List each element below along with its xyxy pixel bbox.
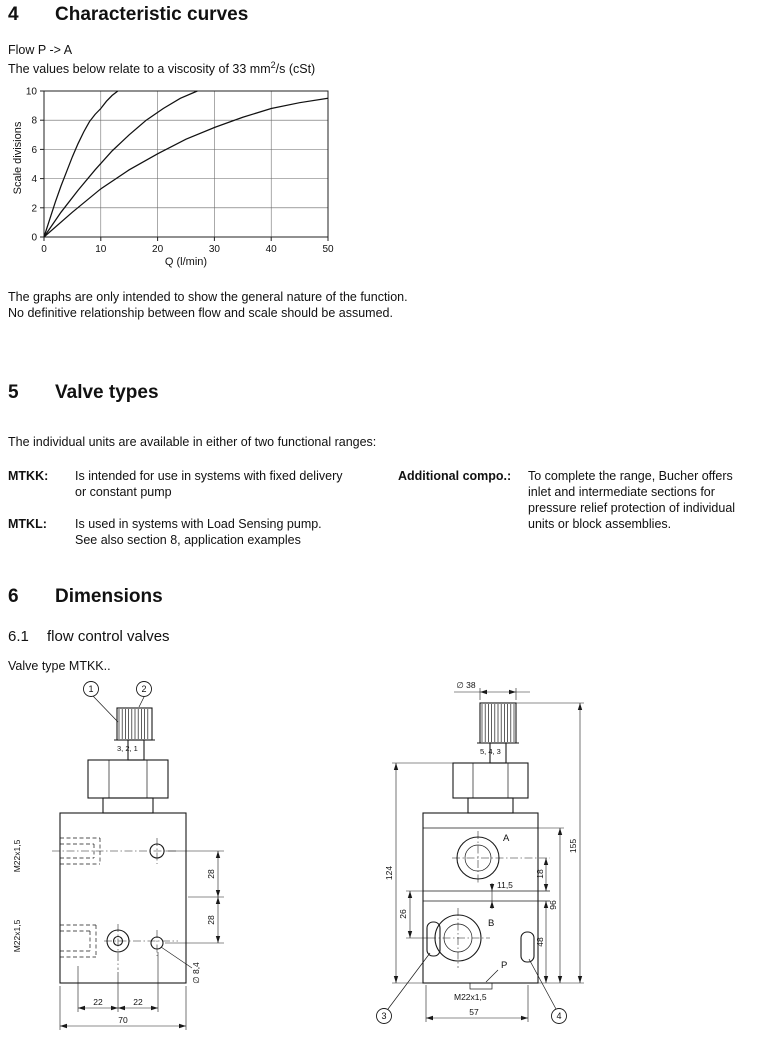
desc-mtkl-line-2: See also section 8, application examples: [75, 533, 301, 547]
valve-type-label: Valve type MTKK..: [8, 659, 111, 673]
chart-frame: [44, 91, 328, 237]
dimension-arrow: [480, 690, 487, 694]
dim-11-5: [492, 880, 513, 909]
term-mtkl: MTKL:: [8, 517, 47, 531]
svg-text:18: 18: [535, 869, 545, 879]
svg-text:2: 2: [141, 684, 147, 694]
dim-96: [538, 828, 564, 983]
dimension-arrow: [558, 828, 562, 835]
knob-scale-label: 3, 2, 1: [117, 744, 138, 753]
desc-additional-line-1: To complete the range, Bucher offers: [528, 469, 733, 483]
viscosity-note-pre: The values below relate to a viscosity of 33 mm: [8, 62, 271, 76]
balloon-1: [84, 682, 119, 723]
dimension-arrow: [544, 976, 548, 983]
mount-slot-right: [521, 932, 534, 962]
svg-text:4: 4: [556, 1011, 562, 1021]
desc-additional-line-3: pressure relief protection of individual: [528, 501, 736, 515]
dimension-arrow: [216, 851, 220, 858]
x-tick-label: 30: [208, 244, 220, 255]
port-a-label: A: [503, 833, 510, 844]
term-additional-components: Additional compo.:: [398, 469, 512, 483]
balloon-3: [377, 953, 431, 1024]
desc-mtkl-line-1: Is used in systems with Load Sensing pump.: [75, 517, 322, 531]
thread-label-bottom-side: M22x1,5: [454, 992, 487, 1002]
port-p-leader: [486, 970, 498, 982]
svg-text:124: 124: [384, 865, 394, 881]
valve-types-intro: The individual units are available in either of two functional ranges:: [8, 435, 377, 449]
x-tick-label: 10: [95, 244, 107, 255]
hidden-thread-bore-bottom: [60, 925, 96, 957]
dim-57: [426, 985, 528, 1022]
x-tick-label: 0: [41, 244, 47, 255]
dim-18: [535, 858, 546, 891]
desc-additional-line-2: inlet and intermediate sections for: [528, 485, 715, 499]
chart-curve-mid: [44, 91, 197, 237]
section-5-number: 5: [8, 382, 19, 403]
valve-body-front: [60, 813, 186, 983]
dimension-arrow: [394, 763, 398, 770]
section-6-title: Dimensions: [55, 586, 163, 607]
y-tick-label: 8: [31, 115, 37, 127]
svg-text:22: 22: [133, 997, 143, 1007]
section-5-title: Valve types: [55, 382, 159, 403]
svg-text:57: 57: [469, 1007, 479, 1017]
section-6-number: 6: [8, 586, 19, 607]
knob-scale-label-side: 5, 4, 3: [480, 747, 501, 756]
svg-text:70: 70: [118, 1015, 128, 1025]
dimension-arrow: [111, 1006, 118, 1010]
dimension-arrow: [151, 1006, 158, 1010]
term-mtkk: MTKK:: [8, 469, 49, 483]
svg-text:96: 96: [548, 900, 558, 910]
dimension-arrow: [408, 891, 412, 898]
hex-nut: [88, 760, 168, 798]
dimension-arrow: [521, 1016, 528, 1020]
dimension-arrow: [490, 884, 494, 891]
desc-mtkk-line-1: Is intended for use in systems with fixed delivery: [75, 469, 343, 483]
svg-text:∅ 8,4: ∅ 8,4: [191, 962, 201, 984]
desc-additional-components: [528, 468, 753, 532]
section-6-1-title: flow control valves: [47, 628, 170, 645]
port-b: [428, 908, 494, 968]
chart-y-axis-label: Scale divisions: [12, 121, 24, 195]
svg-text:28: 28: [206, 869, 216, 879]
y-tick-label: 2: [31, 203, 37, 215]
dimension-arrow: [78, 1006, 85, 1010]
port-p-boss: [470, 983, 492, 989]
port-b-label: B: [488, 918, 495, 929]
svg-text:155: 155: [568, 838, 578, 854]
dimension-arrow: [408, 931, 412, 938]
thread-label-top: M22x1,5: [12, 839, 22, 873]
section-5-heading: [8, 382, 159, 404]
dimension-arrow: [544, 884, 548, 891]
svg-text:∅ 38: ∅ 38: [456, 680, 476, 690]
dim-155: [516, 703, 584, 983]
chart-plot-area: [6, 84, 346, 264]
chart-note-line-2: No definitive relationship between flow and scale should be assumed.: [8, 306, 393, 320]
desc-additional-line-4: units or block assemblies.: [528, 517, 672, 531]
svg-text:28: 28: [206, 915, 216, 925]
balloon-4: [529, 959, 567, 1024]
x-tick-label: 50: [322, 244, 334, 255]
dimension-arrow: [216, 936, 220, 943]
x-tick-label: 20: [152, 244, 164, 255]
x-tick-label: 40: [265, 244, 277, 255]
dimension-arrow: [578, 976, 582, 983]
y-tick-label: 0: [31, 232, 37, 244]
chart-x-axis-label: Q (l/min): [164, 256, 208, 268]
neck-side: [468, 798, 513, 813]
section-4-heading: [8, 4, 248, 26]
svg-text:22: 22: [93, 997, 103, 1007]
section-6-1-heading: [8, 628, 170, 645]
desc-mtkk: [75, 468, 395, 500]
dimension-arrow: [179, 1024, 186, 1028]
desc-mtkl: [75, 516, 395, 548]
dim-dia-38: [454, 680, 530, 700]
svg-text:1: 1: [88, 684, 94, 694]
dimension-arrow: [426, 1016, 433, 1020]
characteristic-curves-chart: [6, 84, 346, 284]
svg-text:3: 3: [381, 1011, 387, 1021]
chart-curve-flat: [44, 98, 328, 237]
y-tick-label: 10: [25, 86, 37, 98]
section-4-number: 4: [8, 4, 19, 25]
y-tick-label: 6: [31, 144, 37, 156]
dimension-arrow: [216, 897, 220, 904]
hidden-thread-bore-top: [60, 838, 100, 864]
chart-curve-steep: [44, 91, 118, 237]
dimension-arrow: [216, 890, 220, 897]
svg-text:11,5: 11,5: [497, 880, 513, 890]
dimension-arrow: [578, 703, 582, 710]
port-p-label: P: [501, 960, 508, 971]
hex-nut-side: [453, 763, 528, 798]
flow-direction-label: Flow P -> A: [8, 43, 73, 57]
viscosity-superscript: 2: [270, 59, 276, 70]
dimension-arrow: [394, 976, 398, 983]
section-4-title: Characteristic curves: [55, 4, 249, 25]
viscosity-note: [8, 61, 315, 77]
dim-28-28: [165, 851, 224, 943]
adjustment-knob: [114, 708, 155, 740]
section-6-heading: [8, 586, 163, 608]
dimension-arrow: [544, 858, 548, 865]
dimension-arrow: [118, 1006, 125, 1010]
dim-dia-8-4: [161, 947, 201, 984]
dim-48: [535, 901, 546, 983]
svg-text:48: 48: [535, 937, 545, 947]
dimension-arrow: [490, 901, 494, 908]
viscosity-note-post: /s (cSt): [275, 62, 316, 76]
dim-124: [384, 763, 453, 983]
dimension-arrow: [60, 1024, 67, 1028]
dimension-drawing-front-view: [8, 678, 243, 1046]
dimension-arrow: [509, 690, 516, 694]
y-tick-label: 4: [31, 174, 37, 186]
svg-text:26: 26: [398, 909, 408, 919]
desc-mtkk-line-2: or constant pump: [75, 485, 172, 499]
thread-label-bottom: M22x1,5: [12, 919, 22, 953]
balloon-2: [137, 682, 152, 708]
chart-note-line-1: The graphs are only intended to show the general nature of the function.: [8, 290, 408, 304]
section-6-1-number: 6.1: [8, 628, 29, 645]
dimension-drawing-side-view: [368, 678, 618, 1046]
dimension-arrow: [558, 976, 562, 983]
neck: [103, 798, 153, 813]
